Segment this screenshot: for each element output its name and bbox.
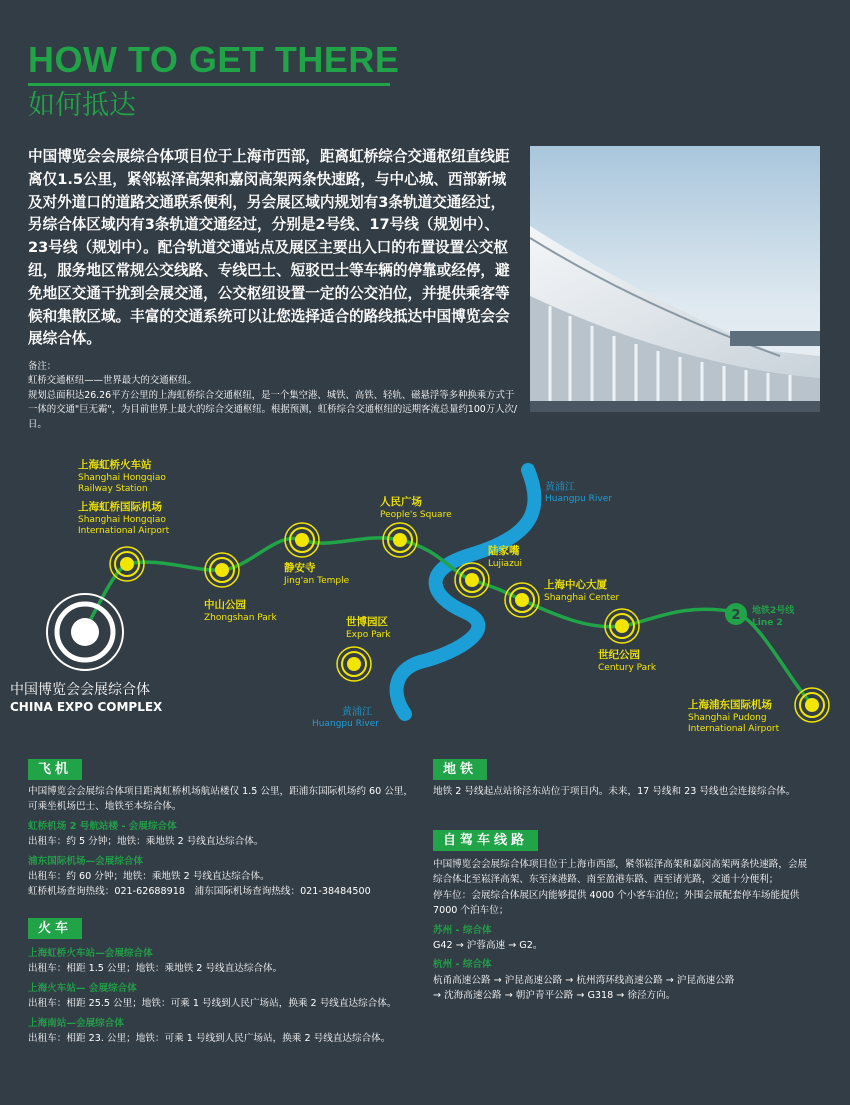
- line-2-label-zh: 地铁2号线: [752, 606, 795, 616]
- metro-line-2: [85, 538, 812, 704]
- river-label-bottom-en: Huangpu River: [312, 719, 379, 729]
- plane-route-1-text: 出租车：约 5 分钟；地铁：乘地铁 2 号线直达综合体。: [28, 836, 264, 848]
- route-map: [0, 452, 850, 742]
- label-hongqiao-rail-en2: Railway Station: [78, 484, 148, 494]
- page-title-en: HOW TO GET THERE: [28, 39, 400, 80]
- label-pudong-zh: 上海浦东国际机场: [688, 699, 772, 711]
- label-peoples-zh: 人民广场: [380, 496, 422, 508]
- station-lujiazui: [455, 563, 489, 597]
- title-underline: [28, 83, 390, 86]
- plane-route-1-title: 虹桥机场 2 号航站楼 - 会展综合体: [28, 820, 177, 832]
- plane-route-2-title: 浦东国际机场—会展综合体: [28, 855, 144, 867]
- label-hongqiao-rail-en1: Shanghai Hongqiao: [78, 473, 166, 483]
- metro-section: [433, 784, 808, 799]
- station-zhongshan: [205, 553, 239, 587]
- river-label-top-en: Huangpu River: [545, 494, 612, 504]
- label-lujiazui-en: Lujiazui: [488, 559, 523, 569]
- line-2-badge-number: 2: [731, 608, 741, 623]
- plane-route-2-text: 出租车：约 60 分钟；地铁：乘地铁 2 号线直达综合体。: [28, 871, 270, 883]
- plane-desc: 中国博览会会展综合体项目距离虹桥机场航站楼仅 1.5 公里，距浦东国际机场约 60 公里，可乘坐机场巴士、地铁至本综合体。: [28, 786, 414, 813]
- train-route-2-title: 上海火车站— 会展综合体: [28, 982, 137, 994]
- tag-plane: 飞机: [28, 759, 82, 780]
- label-hongqiao-air-en2: International Airport: [78, 526, 170, 536]
- label-jingan-en: Jing'an Temple: [284, 576, 350, 586]
- notes-block: [28, 360, 520, 432]
- label-pudong-en2: International Airport: [688, 724, 780, 734]
- train-route-1-title: 上海虹桥火车站—会展综合体: [28, 948, 153, 959]
- train-route-1-text: 出租车：相距 1.5 公里；地铁：乘地铁 2 号线直达综合体。: [28, 963, 283, 975]
- tag-drive: 自驾车线路: [433, 830, 538, 851]
- drive-route-1-text: G42 → 沪蓉高速 → G2。: [433, 940, 543, 952]
- train-route-3-text: 出租车：相距 23. 公里；地铁：可乘 1 号线到人民广场站，换乘 2 号线直达综合体。: [28, 1033, 391, 1045]
- station-century-park: [605, 609, 639, 643]
- train-route-3-title: 上海南站—会展综合体: [28, 1017, 124, 1029]
- line-2-label-en: Line 2: [752, 618, 783, 628]
- station-peoples-square: [383, 523, 417, 557]
- label-hongqiao-rail-zh: 上海虹桥火车站: [78, 459, 152, 471]
- tag-train: 火车: [28, 918, 82, 939]
- drive-route-2-text-1: 杭甬高速公路 → 沪昆高速公路 → 杭州湾环线高速公路 → 沪昆高速公路: [433, 974, 735, 986]
- label-complex-en: CHINA EXPO COMPLEX: [10, 700, 163, 714]
- label-jingan-zh: 静安寺: [284, 562, 316, 574]
- river-label-bottom-zh: 黄浦江: [342, 707, 372, 718]
- train-section: [28, 946, 418, 1046]
- drive-route-2-text-2: → 沈海高速公路 → 朝沪青平公路 → G318 → 徐泾方向。: [433, 990, 676, 1002]
- drive-desc: 中国博览会会展综合体项目位于上海市西部，紧邻崧泽高架和嘉闵高架两条快速路，会展综合体北至崧泽高架、东至涞港路、南至盈港东路、西至诸光路，交通十分便利；: [433, 859, 808, 886]
- label-complex-zh: 中国博览会会展综合体: [10, 682, 150, 698]
- river-label-top-zh: 黄浦江: [545, 482, 575, 493]
- label-zhongshan-en: Zhongshan Park: [204, 613, 277, 623]
- label-center-en: Shanghai Center: [544, 593, 620, 603]
- tag-metro: 地铁: [433, 759, 487, 780]
- drive-route-1-title: 苏州 - 综合体: [433, 924, 492, 936]
- label-century-zh: 世纪公园: [598, 649, 640, 661]
- drive-section: [433, 857, 808, 1004]
- label-expo-en: Expo Park: [346, 630, 391, 640]
- label-hongqiao-air-en1: Shanghai Hongqiao: [78, 515, 166, 525]
- label-pudong-en1: Shanghai Pudong: [688, 713, 767, 723]
- label-lujiazui-zh: 陆家嘴: [488, 545, 520, 557]
- station-shanghai-center: [505, 583, 539, 617]
- station-expo-park: [337, 647, 371, 681]
- station-jingan: [285, 523, 319, 557]
- drive-route-2-title: 杭州 - 综合体: [433, 959, 492, 971]
- notes-line-2: 规划总面积达26.26平方公里的上海虹桥综合交通枢纽，是一个集空港、城铁、高铁、轻轨、磁悬浮等多种换乘方式于一体的交通"巨无霸"，为目前世界上最大的综合交通枢纽。根据预测，虹桥综合交通枢纽的远期客流总量约100万人次/日。: [28, 389, 518, 430]
- plane-hotline: 虹桥机场查询热线：021-62688918 浦东国际机场查询热线：021-38484500: [28, 886, 371, 898]
- intro-paragraph: 中国博览会会展综合体项目位于上海市西部，距离虹桥综合交通枢纽直线距离仅1.5公里，紧邻崧泽高架和嘉闵高架两条快速路，与中心城、西部新城及对外道口的道路交通联系便利，另会展区域内规划有3条轨道交通经过，另综合体区域内有3条轨道交通经过，分别是2号线、17号线（规划中）、23号线（规划中）。配合轨道交通站点及展区主要出入口的布置设置公交枢纽，服务地区常规公交线路、专线巴士、短驳巴士等车辆的停靠或经停，避免地区交通干扰到会展交通，公交枢纽设置一定的公交泊位，并提供乘客等候和集散区域。丰富的交通系统可以让您选择适合的路线抵达中国博览会会展综合体。: [28, 148, 510, 348]
- train-route-2-text: 出租车：相距 25.5 公里；地铁：可乘 1 号线到人民广场站，换乘 2 号线直达综合体。: [28, 998, 397, 1010]
- expo-complex-marker: [47, 594, 123, 670]
- label-center-zh: 上海中心大厦: [544, 579, 607, 591]
- label-expo-zh: 世博园区: [346, 616, 388, 628]
- notes-line-1: 虹桥交通枢纽——世界最大的交通枢纽。: [28, 375, 197, 387]
- station-pudong-airport: [795, 688, 829, 722]
- station-hongqiao: [110, 547, 144, 581]
- drive-parking: 停车位：会展综合体展区内能够提供 4000 个小客车泊位；外围会展配套停车场能提供 7000 个泊车位；: [433, 889, 800, 917]
- metro-desc: 地铁 2 号线起点站徐泾东站位于项目内。未来，17 号线和 23 号线也会连接综合体。: [433, 786, 796, 797]
- exhibition-building-photo: [530, 146, 820, 412]
- label-zhongshan-zh: 中山公园: [204, 599, 246, 611]
- plane-section: [28, 784, 418, 900]
- page-title-zh: 如何抵达: [28, 90, 136, 121]
- notes-heading: 备注：: [28, 361, 57, 372]
- label-peoples-en: People's Square: [380, 510, 452, 520]
- label-century-en: Century Park: [598, 663, 657, 673]
- label-hongqiao-air-zh: 上海虹桥国际机场: [78, 501, 162, 513]
